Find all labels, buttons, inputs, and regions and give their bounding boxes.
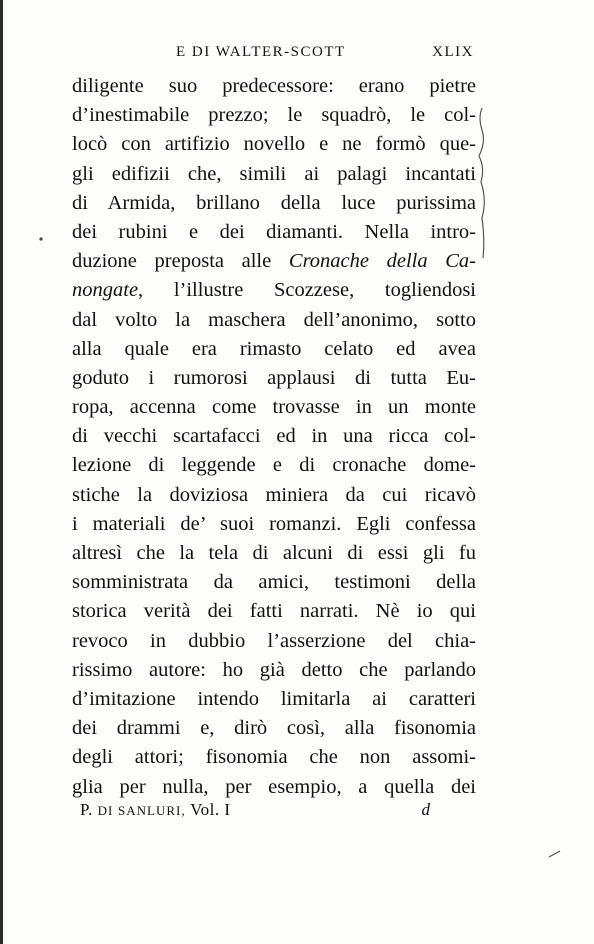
- text-line: d’imitazione intendo limitarla ai caratteri: [72, 687, 476, 710]
- text-line: lezione di leggende e di cronache dome-: [72, 454, 476, 477]
- gathering-signature-letter: d: [421, 800, 430, 819]
- text-line: i materiali de’ suoi romanzi. Egli confessa: [72, 512, 476, 535]
- text-line: ropa, accenna come trovasse in un monte: [72, 396, 476, 419]
- author-name: SANLURI,: [118, 803, 186, 818]
- text-line: goduto i rumorosi applausi di tutta Eu-: [72, 366, 476, 389]
- page-footer: [80, 800, 440, 826]
- text-line: rissimo autore: ho già detto che parlando: [72, 658, 476, 681]
- text-line: [72, 247, 476, 276]
- text-line: glia per nulla, per esempio, a quella dei: [72, 775, 476, 798]
- text-line: dal volto la maschera dell’anonimo, sotto: [72, 308, 476, 331]
- volume-label: Vol. I: [190, 800, 231, 819]
- text-line: alla quale era rimasto celato ed avea: [72, 337, 476, 360]
- text-fragment: duzione preposta alle: [72, 250, 272, 273]
- author-prefix: P.: [80, 800, 93, 819]
- text-line: dei rubini e dei diamanti. Nella intro-: [72, 220, 476, 243]
- italic-book-title: Cronache della Ca-: [288, 250, 477, 273]
- author-di: DI: [97, 803, 114, 818]
- text-line: stiche la doviziosa miniera da cui ricavò: [72, 483, 476, 506]
- text-line: locò con artifizio novello e ne formò que-: [72, 133, 476, 156]
- text-line: di Armida, brillano della luce purissima: [72, 191, 476, 214]
- italic-book-title-end: nongate: [72, 279, 139, 302]
- page-number: XLIX: [432, 44, 474, 60]
- text-line: d’inestimabile prezzo; le squadrò, le col-: [72, 104, 476, 127]
- text-line: somministrata da amici, testimoni della: [72, 571, 476, 594]
- text-line: storica verità dei fatti narrati. Nè io qui: [72, 600, 476, 623]
- text-line: altresì che la tela di alcuni di essi gli fu: [72, 542, 476, 564]
- paper-speck-icon: [548, 850, 562, 858]
- text-line: di vecchi scartafacci ed in una ricca col-: [72, 425, 476, 448]
- page-header: [72, 44, 474, 70]
- paper-speck-icon: [38, 236, 44, 242]
- printer-signature-mark: [80, 800, 231, 820]
- margin-pencil-bracket-icon: [476, 108, 490, 258]
- text-line: [72, 276, 476, 305]
- text-line: revoco in dubbio l’asserzione del chia-: [72, 629, 476, 652]
- text-fragment: nongate, l’illustre Scozzese, togliendosi: [72, 279, 476, 302]
- text-line: gli edifizii che, simili ai palagi incantati: [72, 162, 476, 185]
- page-binding-edge: [0, 0, 3, 944]
- text-line: diligente suo predecessore: erano pietre: [72, 75, 476, 97]
- body-text: [72, 72, 476, 802]
- text-line: degli attori; fisonomia che non assomi-: [72, 746, 476, 769]
- running-head: E DI WALTER-SCOTT: [176, 44, 346, 60]
- text-line: dei drammi e, dirò così, alla fisonomia: [72, 717, 476, 740]
